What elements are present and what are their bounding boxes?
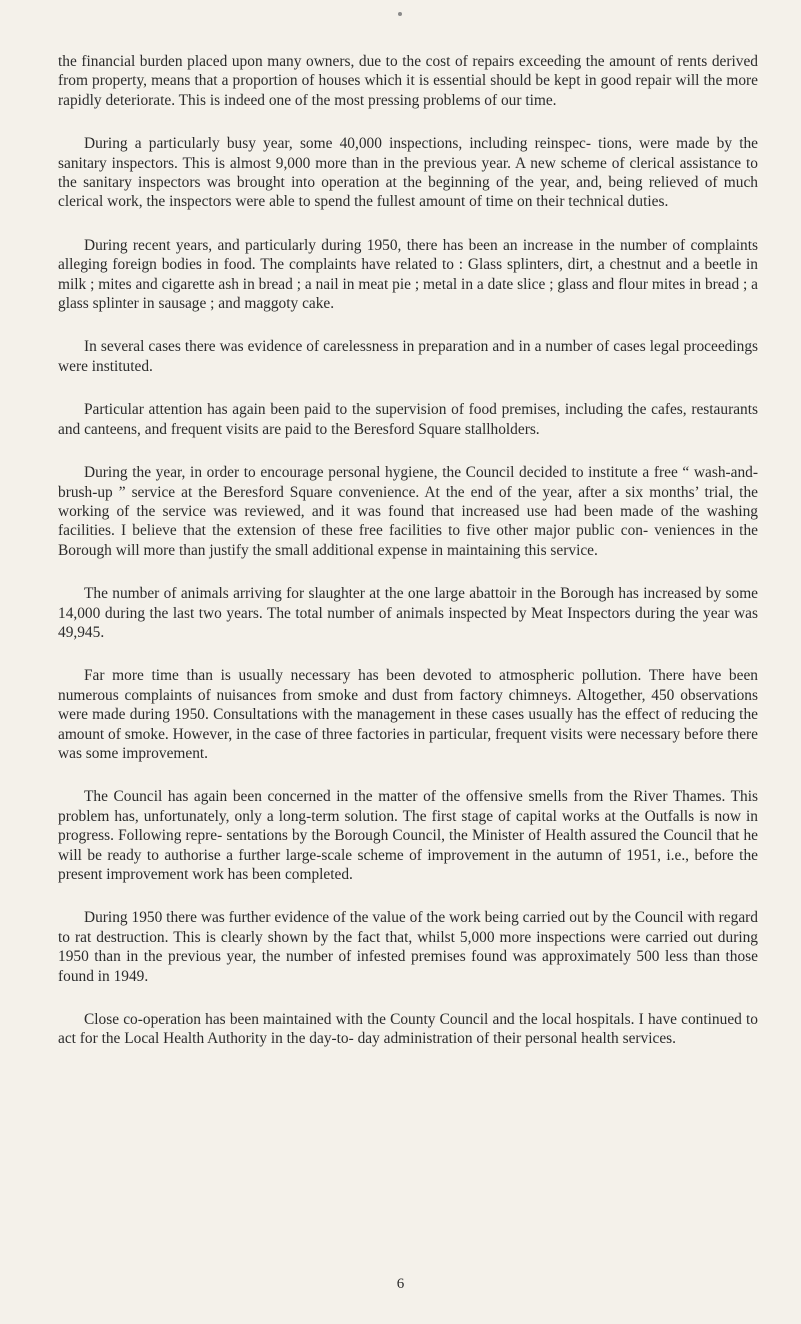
paragraph-river-thames: The Council has again been concerned in the matter of the offensive smells from the River Thames. This problem has, unfortunately, only a long-term solution. The first stage of capital works at the Outfalls is now in progress. Following repre- sentations by the Borough Council, the Minister of Health assured the Council that he will be ready to authorise a further large-scale scheme of improvement in the autumn of 1951, i.e., before the present improvement work has been completed. [58,788,758,883]
paragraph-personal-hygiene: During the year, in order to encourage personal hygiene, the Council decided to institute a free “ wash-and-brush-up ” service at the Beresford Square convenience. At the end of the year, after a six months’ trial, the working of the service was reviewed, and it was found that increased use had been made of the washing facilities. I believe that the extension of these free facilities to five other major public con- veniences in the Borough will more than justify the small additional expense in maintaining this service. [58,464,758,559]
page-number: 6 [396,1276,405,1292]
paragraph-foreign-bodies: During recent years, and particularly during 1950, there has been an increase in the number of complaints alleging foreign bodies in food. The complaints have related to : Glass splinters, dirt, a chestnut and a beetle in milk ; mites and cigarette ash in bread ; a nail in meat pie ; metal in a date slice ; glass and flour mites in bread ; a glass splinter in sausage ; and maggoty cake. [58,236,758,313]
scan-speck [398,12,402,16]
paragraph-inspections: During a particularly busy year, some 40,000 inspections, including reinspec- tions, were made by the sanitary inspectors. This is almost 9,000 more than in the previous year. A new scheme of clerical assistance to the sanitary inspectors was brought into operation at the beginning of the year, and, being relieved of much clerical work, the inspectors were able to spend the fullest amount of time on their technical duties. [58,135,758,211]
paragraph-abattoir: The number of animals arriving for slaughter at the one large abattoir in the Borough has increased by some 14,000 during the last two years. The total number of animals inspected by Meat Inspectors during the year was 49,945. [58,585,758,641]
paragraph-carelessness: In several cases there was evidence of carelessness in preparation and in a number of cases legal proceedings were instituted. [58,338,758,375]
paragraph-co-operation: Close co-operation has been maintained with the County Council and the local hospitals. I have continued to act for the Local Health Authority in the day-to- day administration of their personal health services. [58,1011,758,1048]
paragraph-rat-destruction: During 1950 there was further evidence of the value of the work being carried out by the Council with regard to rat destruction. This is clearly shown by the fact that, whilst 5,000 more inspections were carried out during 1950 than in the previous year, the number of infested premises found was approximately 500 less than those found in 1949. [58,909,758,985]
paragraph-financial-burden: the financial burden placed upon many owners, due to the cost of repairs exceeding the amount of rents derived from property, means that a proportion of houses which it is essential should be kept in good repair will the more rapidly deteriorate. This is indeed one of the most pressing problems of our time. [58,53,758,109]
paragraph-atmospheric-pollution: Far more time than is usually necessary has been devoted to atmospheric pollution. There have been numerous complaints of nuisances from smoke and dust from factory chimneys. Altogether, 450 observations were made during 1950. Consultations with the management in these cases usually has the effect of reducing the amount of smoke. However, in the case of three factories in particular, frequent visits were necessary before there was some improvement. [58,667,758,762]
paragraph-food-premises: Particular attention has again been paid to the supervision of food premises, including the cafes, restaurants and canteens, and frequent visits are paid to the Beresford Square stallholders. [58,401,758,438]
document-body [58,52,758,1073]
